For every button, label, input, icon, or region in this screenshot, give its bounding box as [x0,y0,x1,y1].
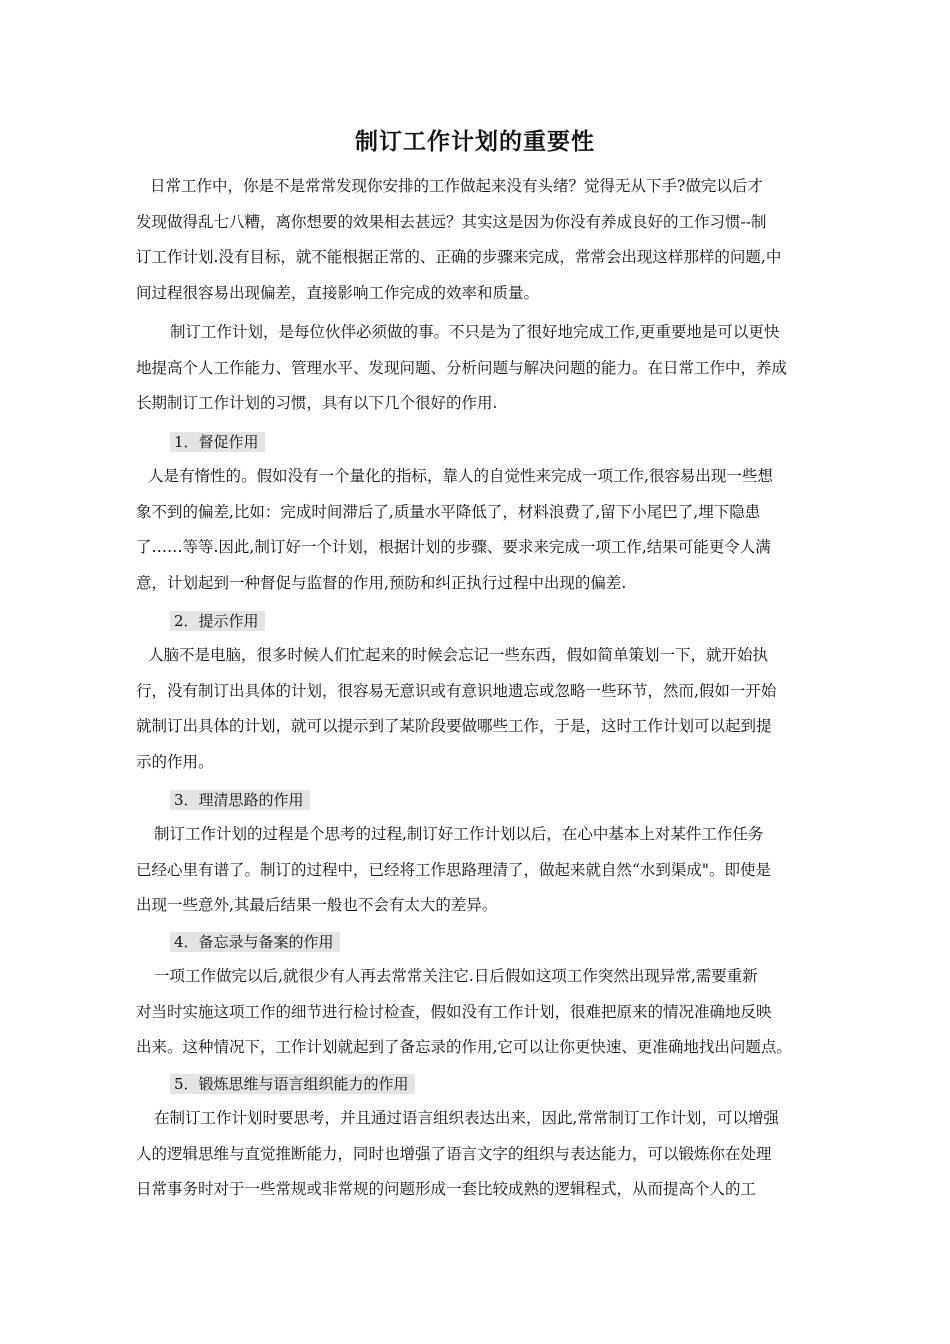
paragraph-line: 日常工作中，你是不是常常发现你安排的工作做起来没有头绪？觉得无从下手?做完以后才 [150,177,763,195]
intro-paragraph [136,169,816,311]
paragraph-line: 长期制订工作计划的习惯，具有以下几个很好的作用. [136,394,498,412]
paragraph-line: 出来。这种情况下，工作计划就起到了备忘录的作用,它可以让你更快速、更准确地找出问题点。 [136,1038,792,1056]
section-heading-supervise: 1．督促作用 [170,432,265,452]
paragraph-line: 一项工作做完以后,就很少有人再去常常关注它.日后假如这项工作突然出现异常,需要重新 [154,967,758,985]
paragraph-line: 行，没有制订出具体的计划，很容易无意识或有意识地遗忘或忽略一些环节，然而,假如一开始 [136,681,777,700]
paragraph-line: 象不到的偏差,比如：完成时间滞后了,质量水平降低了，材料浪费了,留下小尾巴了,埋下隐患 [136,502,761,521]
lead-paragraph [136,315,816,422]
paragraph-line: 制订工作计划，是每位伙伴必须做的事。不只是为了很好地完成工作,更重要地是可以更快 [170,323,780,341]
paragraph-line: 订工作计划.没有目标，就不能根据正常的、正确的步骤来完成，常常会出现这样那样的问题,中 [136,248,782,266]
paragraph-line: 了……等等.因此,制订好一个计划，根据计划的步骤、要求来完成一项工作,结果可能更令人满 [136,538,771,556]
paragraph-line: 对当时实施这项工作的细节进行检讨检查，假如没有工作计划，很难把原来的情况准确地反映 [136,1002,772,1021]
section-body-thinking [136,1101,816,1208]
section-heading-memo: 4．备忘录与备案的作用 [170,932,340,952]
section-body-memo [136,959,816,1066]
section-body-clarify [136,817,816,924]
document-title: 制订工作计划的重要性 [355,129,595,155]
paragraph-line: 人的逻辑思维与直觉推断能力，同时也增强了语言文字的组织与表达能力，可以锻炼你在处理 [136,1144,772,1163]
paragraph-line: 出现一些意外,其最后结果一般也不会有太大的差异。 [136,896,498,914]
paragraph-line: 人脑不是电脑，很多时候人们忙起来的时候会忘记一些东西，假如简单策划一下，就开始执 [148,646,769,664]
paragraph-line: 发现做得乱七八糟，离你想要的效果相去甚远？其实这是因为你没有养成良好的工作习惯--制 [136,212,767,231]
paragraph-line: 间过程很容易出现偏差，直接影响工作完成的效率和质量。 [136,283,540,302]
paragraph-line: 在制订工作计划时要思考，并且通过语言组织表达出来，因此,常常制订工作计划，可以增强 [154,1109,779,1127]
section-body-supervise [136,459,816,601]
paragraph-line: 已经心里有谱了。制订的过程中，已经将工作思路理清了，做起来就自然“水到渠成"。即使是 [136,860,772,879]
paragraph-line: 地提高个人工作能力、管理水平、发现问题、分析问题与解决问题的能力。在日常工作中，养成 [136,358,788,377]
paragraph-line: 日常事务时对于一些常规或非常规的问题形成一套比较成熟的逻辑程式，从而提高个人的工 [136,1180,757,1198]
paragraph-line: 意，计划起到一种督促与监督的作用,预防和纠正执行过程中出现的偏差. [136,573,627,592]
paragraph-line: 就制订出具体的计划，就可以提示到了某阶段要做哪些工作，于是，这时工作计划可以起到提 [136,717,772,735]
section-heading-clarify: 3．理清思路的作用 [170,790,310,810]
paragraph-line: 人是有惰性的。假如没有一个量化的指标，靠人的自觉性来完成一项工作,很容易出现一些想 [148,467,773,485]
section-heading-reminder: 2．提示作用 [170,611,265,631]
paragraph-line: 示的作用。 [136,752,214,771]
paragraph-line: 制订工作计划的过程是个思考的过程,制订好工作计划以后，在心中基本上对某件工作任务 [154,825,764,843]
section-heading-thinking: 5．锻炼思维与语言组织能力的作用 [170,1074,415,1094]
section-body-reminder [136,638,816,780]
